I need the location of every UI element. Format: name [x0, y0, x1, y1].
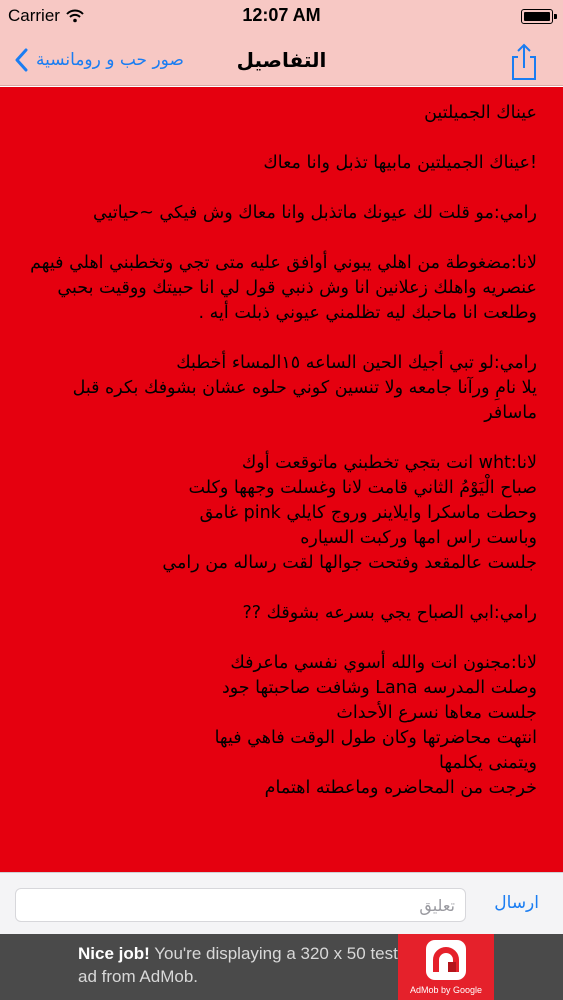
battery-fill — [524, 12, 550, 21]
ad-headline — [78, 942, 398, 988]
ad-tile[interactable] — [398, 934, 494, 1000]
comment-input[interactable] — [15, 888, 466, 922]
content-area[interactable] — [0, 87, 563, 872]
share-icon — [509, 42, 539, 82]
ad-brand-label: AdMob by Google — [409, 985, 483, 995]
ad-headline-text: You're displaying a 320 x 50 test ad from AdMob. — [78, 944, 398, 986]
ad-headline-bold: Nice job! — [78, 944, 150, 963]
status-time: 12:07 AM — [242, 5, 321, 25]
admob-logo-icon — [426, 940, 466, 980]
page-title: التفاصيل — [236, 48, 327, 72]
ad-banner[interactable] — [0, 934, 563, 1000]
carrier-label: Carrier — [8, 6, 60, 25]
share-button[interactable] — [509, 42, 539, 82]
comment-bar — [0, 872, 563, 934]
story-text: عيناك الجميلتين !عيناك الجميلتين مابيها تذبل وانا معاك رامي:مو قلت لك عيونك ماتذبل وانا معاك وش فيكي ~حياتيي لانا:مضغوطة من اهلي يبوني أوافق عليه متى تجي وتخطبني اهلي فيهم عنصريه واهلك زعلانين انا وش ذنبي قول لي انا حبيتك ووقيت بحبي وطلعت انا ماحبك ليه تظلمني عيوني ذبلت أيه . رامي:لو تبي أجيك الحين الساعه ١٥المساء أخطبك يلا نامِ ورآنا جامعه ولا تنسين كوني حلوه عشان بشوفك بكره قبل ماسافر لانا:wht انت بتجي تخطبني ماتوقعت أوك صباح الْيَوْمُ الثاني قامت لانا وغسلت وجهها وكلت وحطت ماسكرا وايلاينر وروج كايلي pink غامق وباست راس امها وركبت السياره جلست عالمقعد وفتحت جوالها لقت رساله من رامي رامي:ابي الصباح يجي بسرعه بشوقك ?? لانا:مجنون انت والله أسوي نفسي ماعرفك وصلت المدرسه Lana وشافت صاحبتها جود جلست معاها نسرع الأحداث انتهت محاضرتها وكان طول الوقت فاهي فيها ويتمنى يكلمها خرجت من المحاضره وماعطته اهتمام — [30, 103, 537, 798]
battery-icon — [521, 9, 553, 24]
back-button-label: صور حب و رومانسية — [36, 50, 184, 70]
navigation-bar — [0, 38, 563, 86]
chevron-left-icon — [14, 48, 28, 72]
send-button[interactable]: ارسال — [494, 893, 539, 913]
status-bar — [0, 0, 563, 38]
back-button[interactable] — [14, 42, 184, 78]
